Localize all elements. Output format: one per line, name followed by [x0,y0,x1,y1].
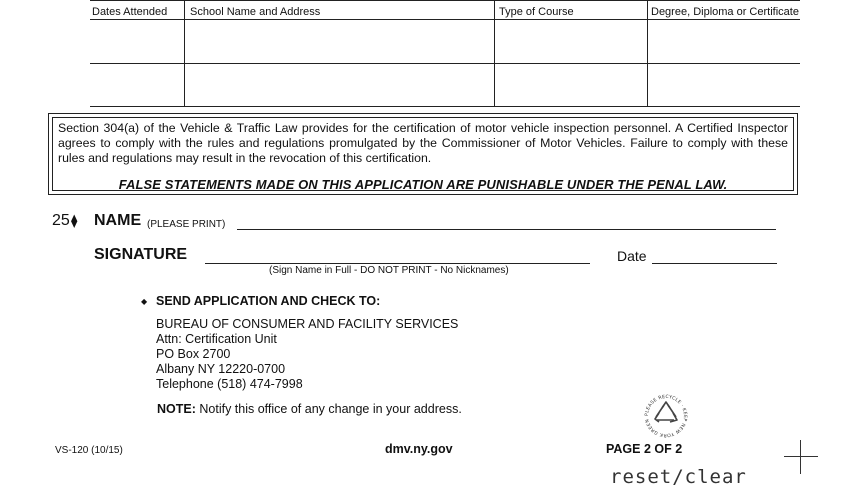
row1-school-field[interactable] [185,20,493,62]
table-top-rule [90,0,800,1]
header-degree: Degree, Diploma or Certificate [651,6,799,18]
note-label: NOTE: [157,402,196,416]
recycle-logo-icon [643,393,689,439]
row2-degree-field[interactable] [648,64,800,105]
address-line: BUREAU OF CONSUMER AND FACILITY SERVICES [156,317,459,331]
row1-course-field[interactable] [495,20,646,62]
header-school-name: School Name and Address [190,6,321,18]
name-underline [237,229,776,230]
row2-school-field[interactable] [185,64,493,105]
crop-mark-vertical [800,440,801,474]
note-text: Notify this office of any change in your address. [199,402,462,416]
row1-degree-field[interactable] [648,20,800,62]
address-line: Attn: Certification Unit [156,332,277,346]
address-line: Albany NY 12220-0700 [156,362,286,376]
header-dates-attended: Dates Attended [92,6,168,18]
address-change-note [157,402,462,416]
recycle-logo-text: PLEASE RECYCLE · KEEP NEW YORK GREEN [644,394,688,438]
row2-dates-field[interactable] [91,64,183,105]
date-field[interactable] [652,245,777,263]
name-field[interactable] [237,211,776,229]
mailing-heading: SEND APPLICATION AND CHECK TO: [156,294,381,308]
row2-course-field[interactable] [495,64,646,105]
mailing-address [156,317,458,392]
signature-label: SIGNATURE [94,246,188,263]
legal-notice-text: Section 304(a) of the Vehicle & Traffic Law provides for the certification of motor vehicle inspection personnel. A Certified Inspector agrees to comply with the rules and regulations promulgated by the Commissioner of Motor Vehicles. Failure to comply with these rules and regulations may result in the revocation of this certification. [58,121,788,165]
header-type-of-course: Type of Course [499,6,574,18]
diamond-bullet-icon: ⧫ [71,213,78,228]
item-number: 25 [52,212,70,229]
signature-underline [205,263,590,264]
row1-dates-field[interactable] [91,20,183,62]
penalty-warning: FALSE STATEMENTS MADE ON THIS APPLICATION ARE PUNISHABLE UNDER THE PENAL LAW. [118,177,728,192]
address-line: PO Box 2700 [156,347,231,361]
date-underline [652,263,777,264]
website: dmv.ny.gov [385,442,453,456]
reset-clear-button[interactable]: reset/clear [610,466,747,488]
diamond-bullet-icon: ◆ [141,297,148,306]
name-hint: (PLEASE PRINT) [147,219,226,230]
legal-notice-box [48,113,798,195]
date-label: Date [617,248,647,264]
signature-field[interactable] [205,245,590,263]
form-id: VS-120 (10/15) [55,445,123,456]
crop-mark-horizontal [784,456,818,457]
table-bottom-rule [90,106,800,107]
signature-hint: (Sign Name in Full - DO NOT PRINT - No Nicknames) [269,265,509,276]
address-line: Telephone (518) 474-7998 [156,377,303,391]
page-number: PAGE 2 OF 2 [606,442,683,456]
name-label: NAME [94,212,142,229]
svg-text:PLEASE RECYCLE · KEEP NEW YORK [644,394,688,438]
